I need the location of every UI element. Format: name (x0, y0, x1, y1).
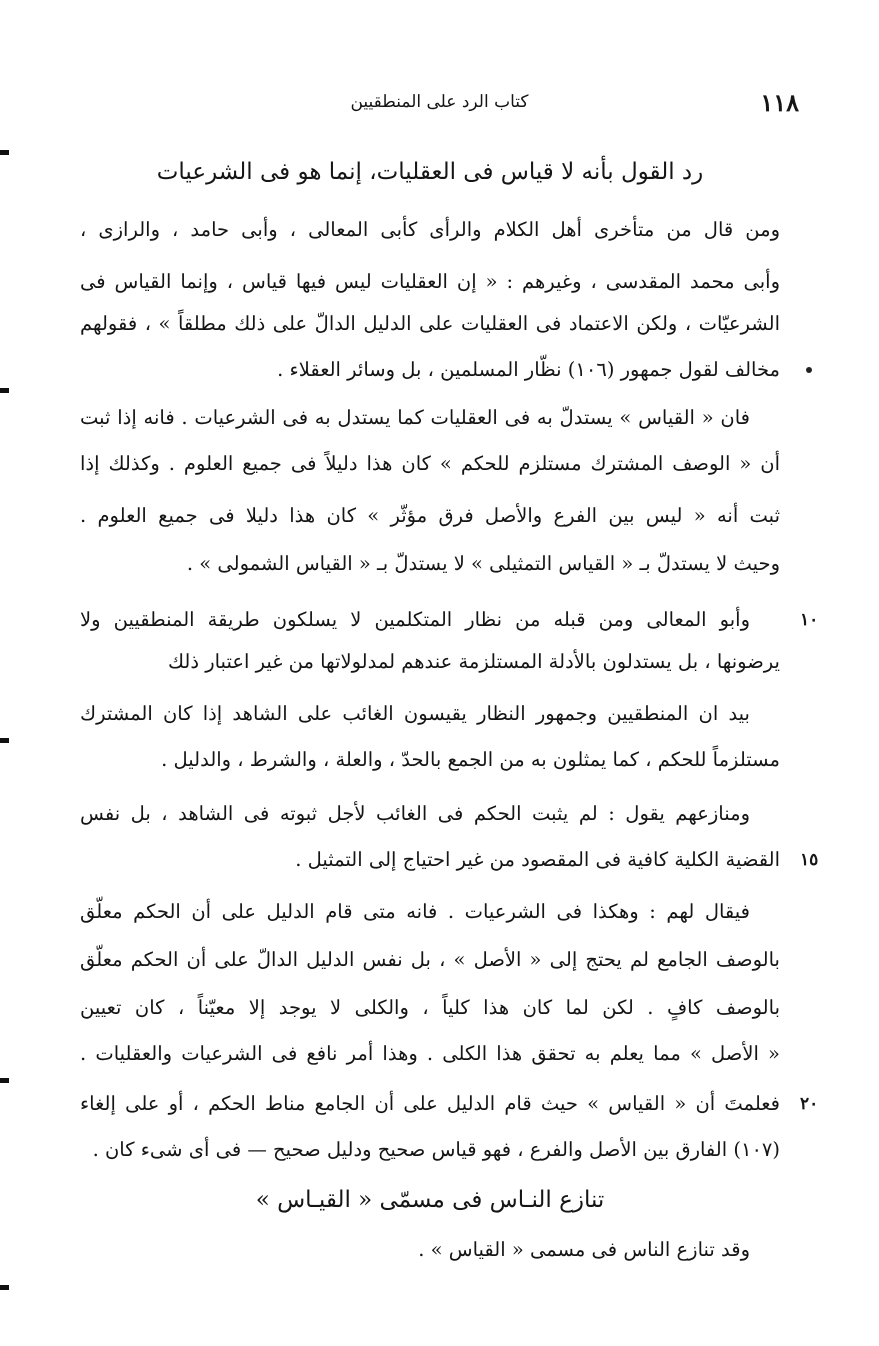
scan-edge-mark (0, 150, 9, 155)
text-line: وأبو المعالى ومن قبله من نظار المتكلمين لا يسلكون طريقة المنطقيين ولا (80, 608, 750, 631)
text-line: فيقال لهم : وهكذا فى الشرعيات . فانه متى قام الدليل على أن الحكم معلّق (80, 900, 750, 923)
text-line: بيد ان المنطقيين وجمهور النظار يقيسون الغائب على الشاهد إذا كان المشترك (80, 702, 750, 725)
section-heading: تنازع النـاس فى مسمّى « القيـاس » (255, 1187, 605, 1213)
text-line: ومنازعهم يقول : لم يثبت الحكم فى الغائب لأجل ثبوته فى الشاهد ، بل نفس (80, 802, 750, 825)
text-line: وحيث لا يستدلّ بـ « القياس التمثيلى » لا يستدلّ بـ « القياس الشمولى » . (186, 552, 780, 575)
text-line: القضية الكلية كافية فى المقصود من غير احتياج إلى التمثيل . (295, 848, 780, 871)
text-line: بالوصف الجامع لم يحتج إلى « الأصل » ، بل نفس الدليل الدالّ على أن الحكم معلّق (80, 948, 780, 971)
margin-line-number: ١٠ (800, 610, 819, 630)
text-line: « الأصل » مما يعلم به تحقق هذا الكلى . وهذا أمر نافع فى الشرعيات والعقليات . (80, 1042, 780, 1065)
text-line: بالوصف كافٍ . لكن لما كان هذا كلياً ، والكلى لا يوجد إلا معيّناً ، كان تعيين (80, 996, 780, 1019)
text-line: وقد تنازع الناس فى مسمى « القياس » . (418, 1238, 750, 1261)
margin-line-number: ٢٠ (800, 1094, 819, 1114)
text-line: فان « القياس » يستدلّ به فى العقليات كما يستدل به فى الشرعيات . فانه إذا ثبت (80, 406, 750, 429)
scan-edge-mark (0, 738, 9, 743)
text-line: مستلزماً للحكم ، كما يمثلون به من الجمع بالحدّ ، والعلة ، والشرط ، والدليل . (161, 748, 780, 771)
margin-marker (806, 367, 812, 373)
scan-edge-mark (0, 388, 9, 393)
text-line: أن « الوصف المشترك مستلزم للحكم » كان هذا دليلاً فى جميع العلوم . وكذلك إذا (80, 452, 780, 475)
text-line: يرضونها ، بل يستدلون بالأدلة المستلزمة عندهم لمدلولاتها من غير اعتبار ذلك (167, 650, 780, 673)
margin-line-number: ١٥ (800, 850, 819, 870)
scan-edge-mark (0, 1078, 9, 1083)
section-heading: رد القول بأنه لا قياس فى العقليات، إنما هو فى الشرعيات (156, 159, 704, 185)
scan-edge-mark (0, 1285, 9, 1290)
running-title: كتاب الرد على المنطقيين (350, 92, 529, 112)
text-line: مخالف لقول جمهور (١٠٦) نظّار المسلمين ، بل وسائر العقلاء . (277, 358, 780, 381)
text-line: ثبت أنه « ليس بين الفرع والأصل فرق مؤثّر » كان هذا دليلا فى جميع العلوم . (80, 504, 780, 527)
text-line: ومن قال من متأخرى أهل الكلام والرأى كأبى المعالى ، وأبى حامد ، والرازى ، (80, 218, 780, 241)
page-number: ١١٨ (760, 88, 799, 117)
text-line: الشرعيّات ، ولكن الاعتماد فى العقليات على الدليل الدالّ على ذلك مطلقاً » ، فقولهم (80, 312, 780, 335)
page-header (80, 88, 799, 124)
text-line: فعلمتَ أن « القياس » حيث قام الدليل على أن الجامع مناط الحكم ، أو على إلغاء (80, 1092, 780, 1115)
text-line: وأبى محمد المقدسى ، وغيرهم : « إن العقليات ليس فيها قياس ، وإنما القياس فى (80, 270, 780, 293)
text-line: (١٠٧) الفارق بين الأصل والفرع ، فهو قياس صحيح ودليل صحيح — فى أى شىء كان . (92, 1138, 780, 1161)
